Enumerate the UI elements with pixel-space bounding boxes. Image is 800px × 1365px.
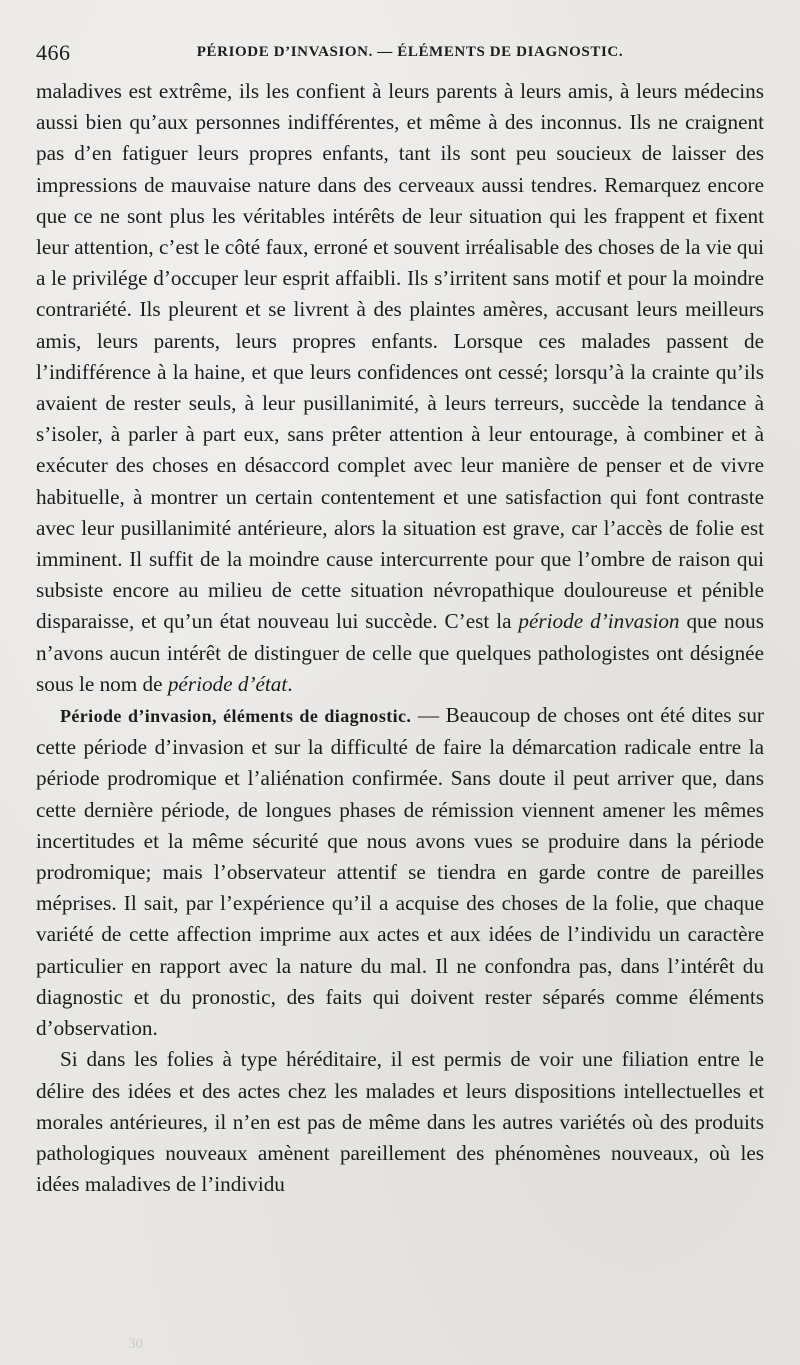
page-number: 466 xyxy=(36,40,71,65)
paragraph-3-text: Si dans les folies à type héréditaire, il est permis de voir une filiation entre le délire des idées et des actes chez les malades et leurs dispositions intellectuelles et morales antérieures, il n’en est pas de même dans les autres variétés où des produits pathologiques nouveaux amènent pareillement des phénomènes nouveaux, où les idées maladives de l’individu xyxy=(36,1047,764,1197)
section-heading: Période d’invasion, éléments de diagnostic. xyxy=(60,706,412,727)
running-head xyxy=(36,38,764,70)
folio-signature: 30 xyxy=(128,1336,143,1352)
paragraph-1-italic-b: période d’état xyxy=(167,671,288,696)
paragraph-2-text: — Beaucoup de choses ont été dites sur cette période d’invasion et sur la difficulté de faire la démarcation radicale entre la période prodromique et l’aliénation confirmée. Sans doute il peut arriver que, dans cette dernière période, de longues phases de rémission viennent amener les mêmes incertitudes et la même sécurité que nous avons vues se produire dans la période prodromique; mais l’observateur attentif se tiendra en garde contre de pareilles méprises. Il sait, par l’expérience qu’il a acquise des choses de la folie, que chaque variété de cette affection imprime aux actes et aux idées de l’individu un caractère particulier en rapport avec la nature du mal. Il ne confondra pas, dans l’intérêt du diagnostic et du pronostic, des faits qui doivent rester séparés comme éléments d’observation. xyxy=(36,703,764,1041)
paragraph-1 xyxy=(36,76,764,700)
paragraph-3 xyxy=(36,1044,764,1200)
paragraph-1-text-a: maladives est extrême, ils les confient à leurs parents à leurs amis, à leurs médecins aussi bien qu’aux personnes indifférentes, et même à des inconnus. Ils ne craignent pas d’en fatiguer leurs propres enfants, tant ils sont peu soucieux de laisser des impressions de mauvaise nature dans des cerveaux aussi tendres. Remarquez encore que ce ne sont plus les véritables intérêts de leur situation qui les frappent et fixent leur attention, c’est le côté faux, erroné et souvent irréalisable des choses de la vie qui a le privilége d’occuper leur esprit affaibli. Ils s’irritent sans motif et pour la moindre contrariété. Ils pleurent et se livrent à des plaintes amères, accusant leurs meilleurs amis, leurs parents, leurs propres enfants. Lorsque ces malades passent de l’indifférence à la haine, et que leurs confidences ont cessé; lorsqu’à la crainte qu’ils avaient de rester seuls, à leur pusillanimité, à leurs terreurs, succède la tendance à s’isoler, à parler à part eux, sans prêter attention à leur entourage, à combiner et à exécuter des choses en désaccord complet avec leur manière de penser et de vivre habituelle, à montrer un certain contentement et une satisfaction qui font contraste avec leur pusillanimité antérieure, alors la situation est grave, car l’accès de folie est imminent. Il suffit de la moindre cause intercurrente pour que l’ombre de raison qui subsiste encore au milieu de cette situation névropathique douloureuse et pénible disparaisse, et qu’un état nouveau lui succède. C’est la xyxy=(36,79,764,634)
paragraph-2 xyxy=(36,700,764,1044)
paragraph-1-italic-a: période d’invasion xyxy=(518,609,680,634)
paragraph-1-text-b: que nous n’avons aucun intérêt de distinguer de celle que quelques pathologistes ont désignée sous le nom de xyxy=(36,609,765,696)
body-text xyxy=(36,76,764,1200)
paragraph-1-text-c: . xyxy=(287,671,293,696)
running-head-title: PÉRIODE D’INVASION. — ÉLÉMENTS DE DIAGNOSTIC. xyxy=(196,44,624,60)
